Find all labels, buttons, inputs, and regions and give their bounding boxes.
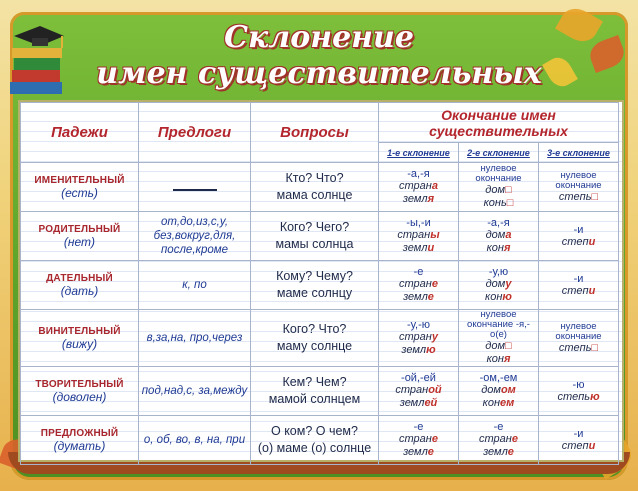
case-cell <box>21 367 139 416</box>
case-name: ДАТЕЛЬНЫЙ <box>46 272 113 284</box>
prepositions-cell <box>139 212 251 261</box>
questions-cell <box>251 367 379 416</box>
prepositions-cell <box>139 310 251 367</box>
table-row <box>21 163 619 212</box>
example-word: дома <box>485 229 512 241</box>
case-helper: (думать) <box>53 438 106 453</box>
header-declension-2: 2-е склонение <box>459 143 539 163</box>
ending-3: -ю <box>572 378 585 391</box>
example-nouns: мамой солнцем <box>268 392 361 406</box>
example-word: степи <box>561 284 596 297</box>
prepositions: от,до,из,с,у, без,вокруг,для, после,кроме <box>153 216 236 256</box>
questions-cell <box>251 261 379 310</box>
questions-cell <box>251 310 379 367</box>
prepositions: к, по <box>182 279 207 291</box>
case-helper: (нет) <box>63 234 96 249</box>
case-questions: Кем? Чем? <box>282 375 347 389</box>
example-word: стране <box>399 278 438 290</box>
case-helper: (есть) <box>61 185 98 200</box>
example-word: конем <box>482 397 515 409</box>
example-word: степью <box>557 390 600 403</box>
declension-2-cell <box>459 310 539 367</box>
declension-2-cell <box>459 163 539 212</box>
case-name: РОДИТЕЛЬНЫЙ <box>38 223 121 235</box>
declension-1-cell <box>379 212 459 261</box>
ending-1: -а,-я <box>407 168 430 180</box>
declension-1-cell <box>379 163 459 212</box>
declension-1-cell <box>379 261 459 310</box>
declension-3-cell <box>539 261 619 310</box>
prepositions-cell <box>139 416 251 465</box>
example-word: страной <box>395 384 442 396</box>
declension-2-cell <box>459 367 539 416</box>
header-cases: Падежи <box>21 103 139 163</box>
example-word: земли <box>402 242 435 254</box>
prepositions-cell <box>139 163 251 212</box>
example-word: степь□ <box>558 341 599 354</box>
declension-2-cell <box>459 416 539 465</box>
table-row <box>21 367 619 416</box>
case-questions: Кого? Чего? <box>279 220 350 234</box>
example-nouns: мама солнце <box>276 188 353 202</box>
ending-3: -и <box>573 223 584 236</box>
declension-2-cell <box>459 261 539 310</box>
declension-1-cell <box>379 367 459 416</box>
case-name: ПРЕДЛОЖНЫЙ <box>40 427 119 439</box>
example-word: дому <box>485 278 512 290</box>
declension-3-cell <box>539 310 619 367</box>
ending-1: -е <box>413 266 424 278</box>
ending-2: -у,ю <box>488 266 509 278</box>
example-word: коня <box>486 242 511 254</box>
case-questions: О ком? О чем? <box>271 424 358 438</box>
page-title: Склонение <box>224 20 414 55</box>
example-word: землей <box>399 397 438 409</box>
prepositions-cell <box>139 367 251 416</box>
ending-1: -ы,-и <box>406 217 431 229</box>
ending-3: -и <box>573 272 584 285</box>
prepositions-cell <box>139 261 251 310</box>
header-prepositions: Предлоги <box>139 103 251 163</box>
declension-3-cell <box>539 416 619 465</box>
ending-3: нулевое окончание <box>555 320 602 342</box>
prepositions: в,за,на, про,через <box>146 332 243 344</box>
case-helper: (вижу) <box>61 336 98 351</box>
header-endings: Окончание имен существительных <box>379 103 619 143</box>
declension-2-cell <box>459 212 539 261</box>
prepositions: о, об, во, в, на, при <box>143 434 246 446</box>
example-nouns: маму солнце <box>276 339 353 353</box>
questions-cell <box>251 212 379 261</box>
ending-1: -е <box>413 421 424 433</box>
declension-1-cell <box>379 310 459 367</box>
case-helper: (доволен) <box>52 389 107 404</box>
ending-2: нулевое окончание -я,-о(е) <box>467 309 530 340</box>
declension-3-cell <box>539 163 619 212</box>
example-word: коня <box>486 353 511 365</box>
example-word: земле <box>403 446 434 458</box>
case-questions: Кто? Что? <box>285 171 344 185</box>
example-word: страну <box>399 331 438 343</box>
declension-1-cell <box>379 416 459 465</box>
case-cell <box>21 212 139 261</box>
example-word: стране <box>479 433 518 445</box>
case-name: ТВОРИТЕЛЬНЫЙ <box>35 378 124 390</box>
case-cell <box>21 416 139 465</box>
example-nouns: мамы солнца <box>275 237 354 251</box>
questions-cell <box>251 163 379 212</box>
questions-cell <box>251 416 379 465</box>
case-cell <box>21 310 139 367</box>
example-word: коню <box>485 291 512 303</box>
example-word: земля <box>402 193 435 205</box>
case-name: ИМЕНИТЕЛЬНЫЙ <box>34 174 125 186</box>
declension-table <box>20 102 619 465</box>
example-word: степи <box>561 235 596 248</box>
example-word: страны <box>397 229 440 241</box>
example-word: стране <box>399 433 438 445</box>
table-row <box>21 212 619 261</box>
ending-3: нулевое окончание <box>555 169 602 191</box>
example-word: страна <box>399 180 438 192</box>
ending-2: -е <box>493 421 504 433</box>
table-row <box>21 261 619 310</box>
case-name: ВИНИТЕЛЬНЫЙ <box>38 325 121 337</box>
example-nouns: (о) маме (о) солнце <box>257 441 372 455</box>
case-helper: (дать) <box>60 283 99 298</box>
table-row <box>21 416 619 465</box>
declension-3-cell <box>539 367 619 416</box>
case-questions: Кому? Чему? <box>276 269 353 283</box>
no-preposition-dash <box>173 189 217 191</box>
case-cell <box>21 163 139 212</box>
page-subtitle: имен существительных <box>96 56 542 91</box>
example-nouns: маме солнцу <box>276 286 353 300</box>
example-word: конь□ <box>483 197 514 209</box>
ending-1: -у,-ю <box>406 319 431 331</box>
header-declension-1: 1-е склонение <box>379 143 459 163</box>
prepositions: под,над,с, за,между <box>141 385 248 397</box>
table-row <box>21 310 619 367</box>
header-declension-3: 3-е склонение <box>539 143 619 163</box>
ending-2: -а,-я <box>487 217 510 229</box>
example-word: степи <box>561 439 596 452</box>
example-word: степь□ <box>558 190 599 203</box>
case-cell <box>21 261 139 310</box>
ending-3: -и <box>573 427 584 440</box>
ending-2: -ом,-ем <box>479 372 518 384</box>
example-word: домом <box>481 384 516 396</box>
case-questions: Кого? Что? <box>282 322 347 336</box>
example-word: дом□ <box>485 184 512 196</box>
ending-1: -ой,-ей <box>401 372 436 384</box>
example-word: земле <box>403 291 434 303</box>
example-word: дом□ <box>485 340 512 352</box>
example-word: землю <box>401 344 436 356</box>
header-questions: Вопросы <box>251 103 379 163</box>
ending-2: нулевое окончание <box>475 163 522 184</box>
declension-3-cell <box>539 212 619 261</box>
example-word: земле <box>483 446 514 458</box>
